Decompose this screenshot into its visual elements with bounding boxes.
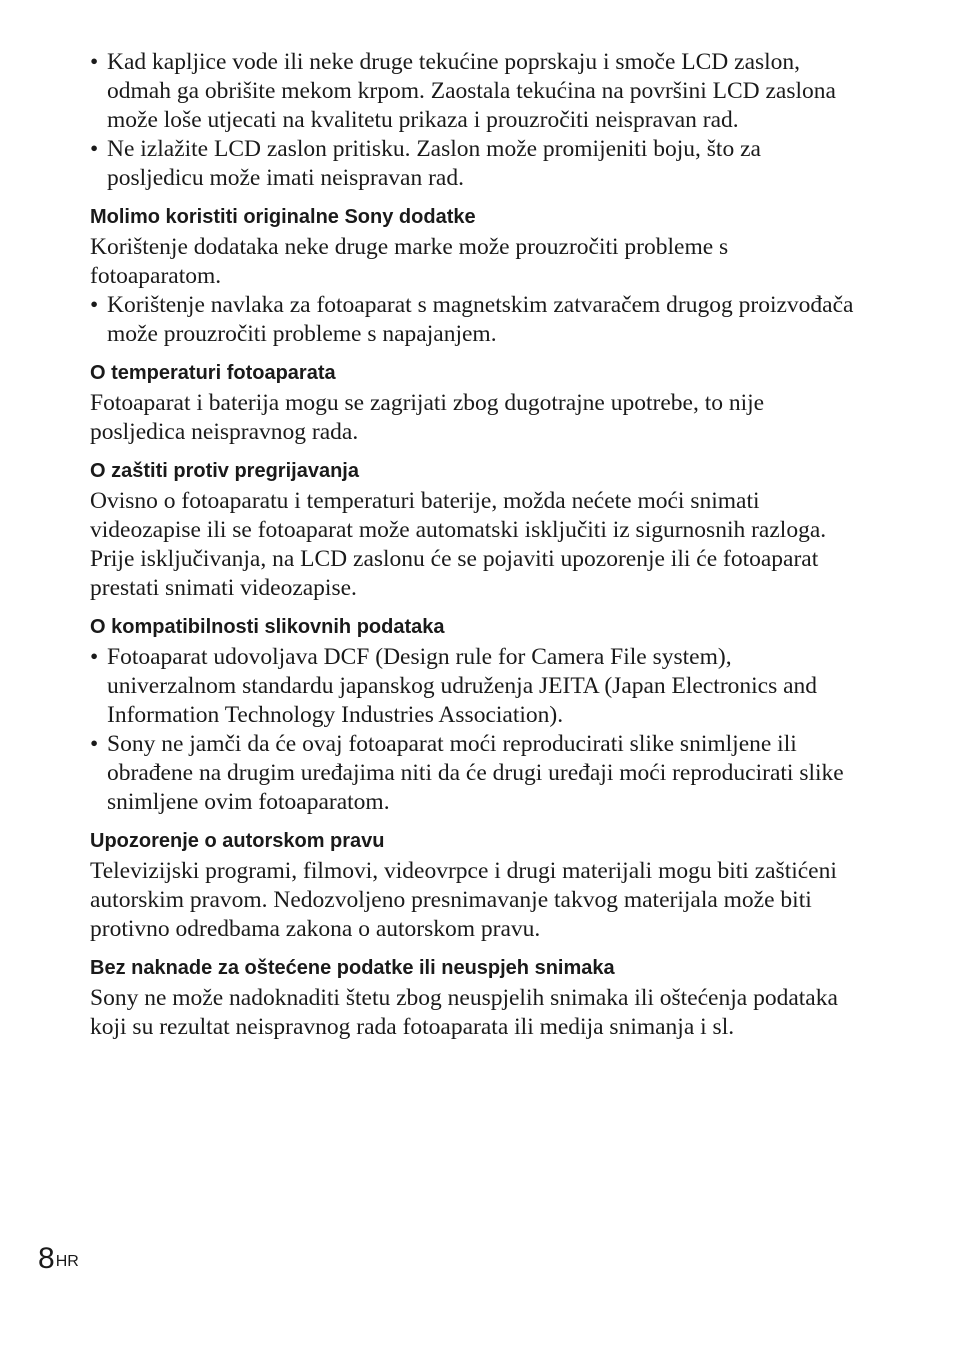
section-bullet bbox=[90, 291, 860, 349]
section-paragraph: Sony ne može nadoknaditi štetu zbog neuspjelih snimaka ili oštećenja podataka koji su rezultat neispravnog rada fotoaparata ili medija snimanja i sl. bbox=[90, 985, 838, 1040]
intro-bullet-1-text: Kad kapljice vode ili neke druge tekućine poprskaju i smoče LCD zaslon, odmah ga obrišite mekom krpom. Zaostala tekućina na površini LCD zaslona može loše utjecati na kvalitetu prikaza i prouzročiti neispravan rad. bbox=[107, 49, 836, 133]
bullet-marker: • bbox=[90, 292, 99, 318]
section-bullet bbox=[90, 643, 860, 730]
section-heading: O kompatibilnosti slikovnih podataka bbox=[90, 616, 445, 638]
section-image-compatibility bbox=[90, 615, 860, 817]
section-paragraph: Ovisno o fotoaparatu i temperaturi baterije, možda nećete moći snimati videozapise ili se fotoaparat može automatski isključiti iz sigurnosnih razloga. Prije isključivanja, na LCD zaslonu će se pojaviti upozorenje ili će fotoaparat prestati snimati videozapise. bbox=[90, 488, 827, 601]
section-paragraph: Televizijski programi, filmovi, videovrpce i drugi materijali mogu biti zaštićeni autorskim pravom. Nedozvoljeno presnimavanje takvog materijala može biti protivno odredbama zakona o autorskom pravu. bbox=[90, 858, 837, 942]
intro-section bbox=[90, 48, 860, 193]
section-bullet-text: Fotoaparat udovoljava DCF (Design rule for Camera File system), univerzalnom standardu japanskog udruženja JEITA (Japan Electronics and Information Technology Industries Association). bbox=[107, 644, 818, 728]
bullet-marker: • bbox=[90, 49, 99, 75]
section-heading: Bez naknade za oštećene podatke ili neuspjeh snimaka bbox=[90, 957, 615, 979]
section-overheat-protection bbox=[90, 459, 860, 603]
intro-bullet-2-text: Ne izlažite LCD zaslon pritisku. Zaslon može promijeniti boju, što za posljedicu može imati neispravan rad. bbox=[107, 136, 761, 191]
section-sony-accessories bbox=[90, 205, 860, 349]
section-bullet-text: Sony ne jamči da će ovaj fotoaparat moći reproducirati slike snimljene ili obrađene na drugim uređajima niti da će drugi uređaji moći reproducirati slike snimljene ovim fotoaparatom. bbox=[107, 731, 844, 815]
section-copyright-warning bbox=[90, 829, 860, 944]
bullet-marker: • bbox=[90, 731, 99, 757]
page-number bbox=[38, 1242, 79, 1276]
section-heading: O temperaturi fotoaparata bbox=[90, 362, 336, 384]
section-bullet-text: Korištenje navlaka za fotoaparat s magnetskim zatvaračem drugog proizvođača može prouzročiti probleme s napajanjem. bbox=[107, 292, 854, 347]
intro-bullet-2 bbox=[90, 135, 860, 193]
section-bullet bbox=[90, 730, 860, 817]
section-heading: O zaštiti protiv pregrijavanja bbox=[90, 460, 359, 482]
section-paragraph: Korištenje dodataka neke druge marke može prouzročiti probleme s fotoaparatom. bbox=[90, 234, 729, 289]
bullet-marker: • bbox=[90, 136, 99, 162]
language-code: HR bbox=[55, 1253, 79, 1270]
section-heading: Molimo koristiti originalne Sony dodatke bbox=[90, 206, 476, 228]
section-heading: Upozorenje o autorskom pravu bbox=[90, 830, 385, 852]
bullet-marker: • bbox=[90, 644, 99, 670]
section-paragraph: Fotoaparat i baterija mogu se zagrijati zbog dugotrajne upotrebe, to nije posljedica neispravnog rada. bbox=[90, 390, 765, 445]
page-number-value: 8 bbox=[38, 1242, 55, 1275]
section-camera-temperature bbox=[90, 361, 860, 447]
intro-bullet-1 bbox=[90, 48, 860, 135]
document-body bbox=[90, 48, 860, 1042]
section-no-compensation bbox=[90, 956, 860, 1042]
